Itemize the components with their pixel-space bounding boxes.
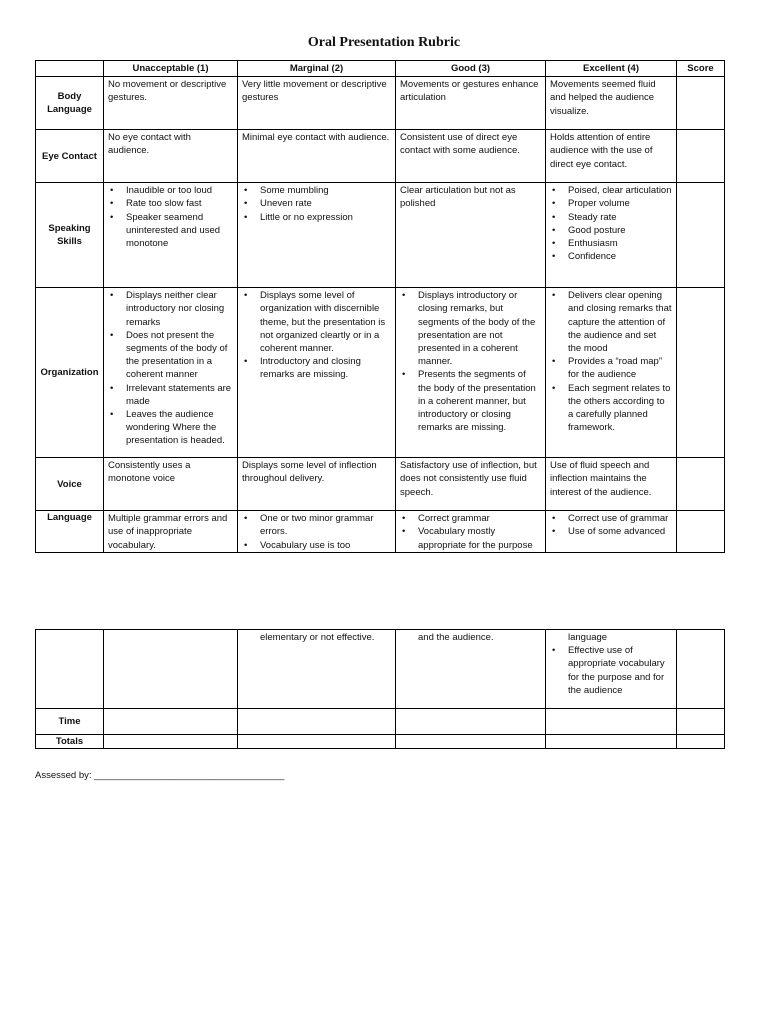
rubric-table	[35, 60, 725, 553]
cell-organization-1	[104, 288, 238, 458]
list-item-continued: and the audience.	[418, 632, 494, 643]
row-language-continued	[36, 630, 725, 709]
row-time	[36, 709, 725, 735]
cell-totals-2	[238, 735, 396, 749]
header-unacceptable: Unacceptable (1)	[104, 61, 238, 77]
list-item: • One or two minor grammar errors.	[260, 512, 391, 538]
list-item: • Does not present the segments of the body of the presentation in a coherent manner	[126, 329, 233, 382]
cell-time-1	[104, 709, 238, 735]
list-item: • Delivers clear opening and closing remarks that capture the attention of the audience and set the mood	[568, 289, 672, 355]
cell-totals-3	[396, 735, 546, 749]
page-title: Oral Presentation Rubric	[307, 35, 461, 50]
cell-organization-2	[238, 288, 396, 458]
score-totals[interactable]	[677, 735, 725, 749]
list-item: • Displays neither clear introductory nor closing remarks	[126, 289, 233, 329]
cell-body-language-1: No movement or descriptive gestures.	[104, 77, 238, 130]
list-item: • Correct use of grammar	[568, 512, 672, 525]
cell-eye-contact-2: Minimal eye contact with audience.	[238, 130, 396, 183]
row-voice	[36, 458, 725, 511]
score-language[interactable]	[677, 511, 725, 553]
criterion-eye-contact: Eye Contact	[36, 130, 104, 183]
list-item: • Irrelevant statements are made	[126, 382, 233, 408]
cell-body-language-3: Movements or gestures enhance articulation	[396, 77, 546, 130]
criterion-speaking-skills: Speaking Skills	[36, 183, 104, 288]
row-language	[36, 511, 725, 553]
cell-voice-4: Use of fluid speech and inflection maintains the interest of the audience.	[546, 458, 677, 511]
list-item: • Steady rate	[568, 211, 672, 224]
list-item: • Inaudible or too loud	[126, 184, 233, 197]
score-eye-contact[interactable]	[677, 130, 725, 183]
list-item: • Enthusiasm	[568, 237, 672, 250]
list-item: • Some mumbling	[260, 184, 391, 197]
rubric-table-continued	[35, 629, 725, 749]
criterion-language: Language	[36, 511, 104, 553]
row-organization	[36, 288, 725, 458]
list-item: • Provides a “road map” for the audience	[568, 355, 672, 381]
cell-language-1: Multiple grammar errors and use of inappropriate vocabulary.	[104, 511, 238, 553]
cell-speaking-skills-3: Clear articulation but not as polished	[396, 183, 546, 288]
cell-language-3-continued	[396, 630, 546, 709]
row-eye-contact	[36, 130, 725, 183]
cell-voice-3: Satisfactory use of inflection, but does not consistently use fluid speech.	[396, 458, 546, 511]
list-item: • Poised, clear articulation	[568, 184, 672, 197]
header-row	[36, 61, 725, 77]
cell-totals-4	[546, 735, 677, 749]
cell-organization-4	[546, 288, 677, 458]
cell-language-1-continued	[104, 630, 238, 709]
cell-eye-contact-3: Consistent use of direct eye contact with some audience.	[396, 130, 546, 183]
score-language-continued[interactable]	[677, 630, 725, 709]
header-criterion	[36, 61, 104, 77]
assessed-by-line[interactable]: Assessed by: ____________________________________	[35, 770, 285, 781]
row-totals	[36, 735, 725, 749]
score-time[interactable]	[677, 709, 725, 735]
cell-speaking-skills-4	[546, 183, 677, 288]
cell-language-4-continued	[546, 630, 677, 709]
criterion-language-continued	[36, 630, 104, 709]
list-item: • Correct grammar	[418, 512, 541, 525]
cell-voice-2: Displays some level of inflection throughoul delivery.	[238, 458, 396, 511]
cell-voice-1: Consistently uses a monotone voice	[104, 458, 238, 511]
list-item: • Uneven rate	[260, 197, 391, 210]
cell-language-3	[396, 511, 546, 553]
cell-organization-3	[396, 288, 546, 458]
list-item: • Presents the segments of the body of the presentation in a coherent manner, but introductory or closing remarks are missing.	[418, 368, 541, 434]
list-item-continued: language	[568, 632, 608, 643]
cell-time-2	[238, 709, 396, 735]
score-speaking-skills[interactable]	[677, 183, 725, 288]
cell-time-3	[396, 709, 546, 735]
criterion-body-language: Body Language	[36, 77, 104, 130]
score-organization[interactable]	[677, 288, 725, 458]
cell-language-2-continued	[238, 630, 396, 709]
header-score: Score	[677, 61, 725, 77]
list-item: • Proper volume	[568, 197, 672, 210]
list-item-continued: elementary or not effective.	[260, 632, 375, 643]
criterion-time: Time	[36, 709, 104, 735]
list-item: • Vocabulary use is too	[260, 539, 391, 552]
list-item: • Displays some level of organization with discernible theme, but the presentation is not organized cleartly or in a coherent manner.	[260, 289, 391, 355]
cell-body-language-2: Very little movement or descriptive gestures	[238, 77, 396, 130]
row-body-language	[36, 77, 725, 130]
list-item: • Speaker seamend uninterested and used monotone	[126, 211, 233, 251]
row-speaking-skills	[36, 183, 725, 288]
header-good: Good (3)	[396, 61, 546, 77]
list-item: • Effective use of appropriate vocabulary for the purpose and for the audience	[568, 644, 672, 697]
header-marginal: Marginal (2)	[238, 61, 396, 77]
criterion-voice: Voice	[36, 458, 104, 511]
list-item: • Vocabulary mostly appropriate for the purpose	[418, 525, 541, 551]
cell-language-4	[546, 511, 677, 553]
list-item: • Introductory and closing remarks are missing.	[260, 355, 391, 381]
list-item: • Displays introductory or closing remarks, but segments of the body of the presentation are not presented in a coherent manner.	[418, 289, 541, 368]
cell-eye-contact-4: Holds attention of entire audience with the use of direct eye contact.	[546, 130, 677, 183]
criterion-totals: Totals	[36, 735, 104, 749]
header-excellent: Excellent (4)	[546, 61, 677, 77]
list-item: • Each segment relates to the others according to a carefully planned framework.	[568, 382, 672, 435]
cell-eye-contact-1: No eye contact with audience.	[104, 130, 238, 183]
cell-language-2	[238, 511, 396, 553]
score-body-language[interactable]	[677, 77, 725, 130]
cell-time-4	[546, 709, 677, 735]
score-voice[interactable]	[677, 458, 725, 511]
criterion-organization: Organization	[36, 288, 104, 458]
list-item: • Confidence	[568, 250, 672, 263]
cell-body-language-4: Movements seemed fluid and helped the audience visualize.	[546, 77, 677, 130]
list-item: • Rate too slow fast	[126, 197, 233, 210]
cell-totals-1	[104, 735, 238, 749]
list-item: • Little or no expression	[260, 211, 391, 224]
cell-speaking-skills-2	[238, 183, 396, 288]
cell-speaking-skills-1	[104, 183, 238, 288]
list-item: • Use of some advanced	[568, 525, 672, 538]
list-item: • Leaves the audience wondering Where the presentation is headed.	[126, 408, 233, 448]
list-item: • Good posture	[568, 224, 672, 237]
